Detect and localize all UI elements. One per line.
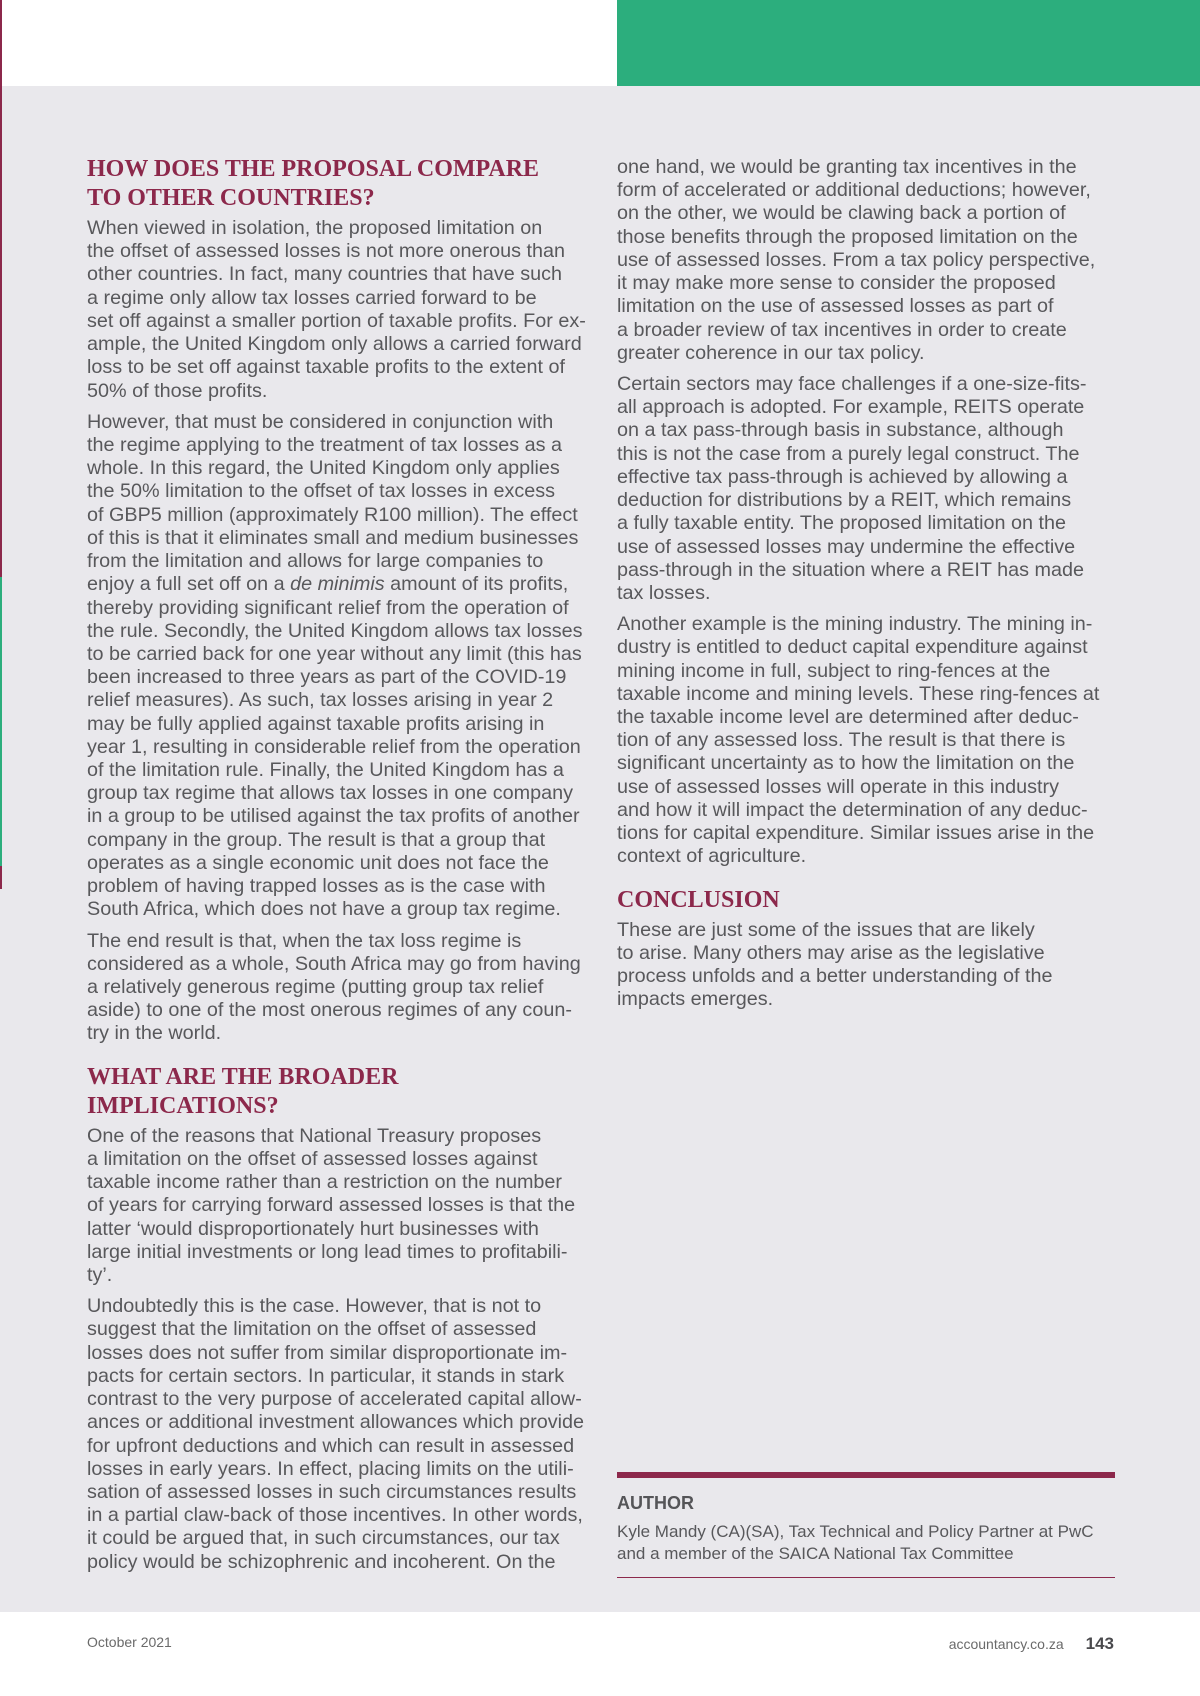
text-line: in a partial claw-back of those incentives. In other words, (87, 1504, 583, 1527)
text-line: latter ‘would disproportionately hurt businesses with (87, 1217, 539, 1240)
text-line: for upfront deductions and which can result in assessed (87, 1434, 575, 1457)
left-column (87, 155, 597, 1582)
author-label: AUTHOR (617, 1493, 694, 1513)
text-line: to be carried back for one year without any limit (this has (87, 642, 582, 665)
text-line: a broader review of tax incentives in order to create (617, 318, 1067, 341)
author-bio-line: Kyle Mandy (CA)(SA), Tax Technical and Policy Partner at PwC (617, 1522, 1094, 1541)
text-line: The end result is that, when the tax loss regime is (87, 929, 522, 952)
text-line: mining income in full, subject to ring-fences at the (617, 659, 1051, 682)
text-line: large initial investments or long lead times to profitabili- (87, 1240, 568, 1263)
section-heading (87, 155, 597, 213)
text-line: of GBP5 million (approximately R100 million). The effect (87, 503, 578, 526)
text-line: significant uncertainty as to how the limitation on the (617, 752, 1075, 775)
text-line (87, 573, 597, 596)
heading-line: CONCLUSION (617, 886, 780, 913)
left-edge-stripe-green (0, 577, 2, 866)
footer-right-group (949, 1634, 1114, 1654)
text-line: try in the world. (87, 1022, 222, 1045)
text-line: operates as a single economic unit does not face the (87, 851, 549, 874)
text-line: from the limitation and allows for large companies to (87, 550, 544, 573)
author-bio (617, 1521, 1094, 1564)
body-paragraph (87, 217, 597, 403)
section-heading (87, 1063, 597, 1121)
text-line: deduction for distributions by a REIT, which remains (617, 489, 1072, 512)
text-line: one hand, we would be granting tax incentives in the (617, 156, 1077, 178)
text-line: process unfolds and a better understanding of the (617, 965, 1053, 987)
green-header-block (617, 0, 1200, 86)
text-line: form of accelerated or additional deductions; however, (617, 179, 1091, 202)
text-line: losses does not suffer from similar disproportionate im- (87, 1341, 568, 1364)
text-line: in a group to be utilised against the tax profits of another (87, 805, 580, 828)
text-line: loss to be set off against taxable profits to the extent of (87, 356, 565, 379)
text-line: a relatively generous regime (putting group tax relief (87, 976, 544, 998)
text-line: the offset of assessed losses is not more onerous than (87, 240, 565, 263)
text-line: other countries. In fact, many countries that have such (87, 263, 563, 286)
italic-term: de minimis (290, 573, 385, 596)
section-heading (617, 886, 1127, 915)
text-line: One of the reasons that National Treasury proposes (87, 1124, 542, 1147)
text-line: sation of assessed losses in such circumstances results (87, 1480, 577, 1503)
text-line: pass-through in the situation where a REIT has made (617, 558, 1084, 581)
text-line: tax losses. (617, 581, 711, 604)
text-line: to arise. Many others may arise as the legislative (617, 941, 1045, 964)
heading-line: TO OTHER COUNTRIES? (87, 185, 375, 211)
text-line: the 50% limitation to the offset of tax losses in excess (87, 480, 556, 503)
text-line: the rule. Secondly, the United Kingdom allows tax losses (87, 619, 583, 642)
text-line: a fully taxable entity. The proposed limitation on the (617, 512, 1067, 535)
text-line: a regime only allow tax losses carried forward to be (87, 286, 537, 309)
body-paragraph (87, 411, 597, 922)
page-number: 143 (1085, 1634, 1114, 1653)
text-line: considered as a whole, South Africa may go from having (87, 952, 581, 975)
text-line: South Africa, which does not have a group tax regime. (87, 898, 561, 921)
text-line: on the other, we would be clawing back a portion of (617, 202, 1066, 225)
author-bottom-rule (617, 1577, 1115, 1578)
text-line: relief measures). As such, tax losses arising in year 2 (87, 689, 554, 712)
body-paragraph (617, 373, 1127, 605)
text-line: company in the group. The result is that a group that (87, 828, 546, 851)
body-paragraph (617, 613, 1127, 868)
text-line: tions for capital expenditure. Similar issues arise in the (617, 822, 1095, 845)
text-line: group tax regime that allows tax losses in one company (87, 782, 573, 805)
text-line: it could be argued that, in such circumstances, our tax (87, 1527, 560, 1550)
body-paragraph (87, 930, 597, 1046)
text-line: been increased to three years as part of the COVID-19 (87, 666, 567, 689)
text-line: ances or additional investment allowances which provide (87, 1411, 585, 1434)
text-line: However, that must be considered in conjunction with (87, 410, 554, 433)
text-line: use of assessed losses will operate in this industry (617, 775, 1059, 798)
text-line: ample, the United Kingdom only allows a carried forward (87, 333, 582, 356)
text-line: These are just some of the issues that are likely (617, 918, 1035, 941)
text-line: of this is that it eliminates small and medium businesses (87, 526, 579, 549)
text-line: aside) to one of the most onerous regimes of any coun- (87, 999, 572, 1022)
text-line: the taxable income level are determined after deduc- (617, 706, 1079, 729)
text-line: greater coherence in our tax policy. (617, 341, 925, 364)
body-paragraph (617, 919, 1127, 1012)
text-line: this is not the case from a purely legal construct. The (617, 442, 1080, 465)
text-line: of the limitation rule. Finally, the United Kingdom has a (87, 759, 564, 782)
author-divider-bar (617, 1472, 1115, 1478)
text-line: and how it will impact the determination of any deduc- (617, 798, 1088, 821)
text-line: Undoubtedly this is the case. However, that is not to (87, 1295, 542, 1318)
text-line: a limitation on the offset of assessed losses against (87, 1147, 538, 1170)
right-column (617, 156, 1127, 1019)
text-line: dustry is entitled to deduct capital expenditure against (617, 636, 1088, 659)
left-edge-stripe-maroon-lower (0, 866, 2, 889)
text-line: taxable income and mining levels. These ring-fences at (617, 682, 1100, 705)
body-paragraph (87, 1125, 597, 1288)
text-line: losses in early years. In effect, placing limits on the utili- (87, 1457, 574, 1480)
text-line: on a tax pass-through basis in substance, although (617, 419, 1064, 442)
text-line: the regime applying to the treatment of tax losses as a (87, 433, 563, 456)
text-line: set off against a smaller portion of taxable profits. For ex- (87, 309, 586, 332)
text-line: policy would be schizophrenic and incoherent. On the (87, 1550, 556, 1573)
text-line: those benefits through the proposed limitation on the (617, 225, 1078, 248)
text-line: ty’. (87, 1263, 113, 1286)
text-line: tion of any assessed loss. The result is that there is (617, 729, 1066, 752)
text-line: context of agriculture. (617, 845, 807, 868)
text-line: all approach is adopted. For example, REITS operate (617, 396, 1085, 419)
text-line: Another example is the mining industry. The mining in- (617, 613, 1093, 636)
text-line: year 1, resulting in considerable relief from the operation (87, 735, 581, 758)
footer-website: accountancy.co.za (948, 1636, 1064, 1652)
text-line: use of assessed losses may undermine the effective (617, 535, 1076, 558)
text-line: thereby providing significant relief from the operation of (87, 596, 569, 619)
text-line: whole. In this regard, the United Kingdom only applies (87, 457, 560, 480)
text-line: use of assessed losses. From a tax policy perspective, (617, 248, 1096, 271)
body-paragraph (87, 1295, 597, 1574)
text-line: it may make more sense to consider the proposed (617, 272, 1056, 295)
text-line: Certain sectors may face challenges if a one-size-fits- (617, 372, 1087, 395)
footer-issue-date: October 2021 (87, 1634, 172, 1650)
text-run: amount of its profits, (384, 573, 569, 596)
text-line: suggest that the limitation on the offset of assessed (87, 1318, 537, 1341)
text-line: impacts emerges. (617, 988, 774, 1011)
text-line: When viewed in isolation, the proposed limitation on (87, 217, 543, 239)
text-line: limitation on the use of assessed losses as part of (617, 295, 1054, 318)
body-paragraph (617, 156, 1127, 365)
text-line: 50% of those profits. (87, 379, 268, 402)
author-bio-line: and a member of the SAICA National Tax Committee (617, 1543, 1014, 1563)
text-line: of years for carrying forward assessed losses is that the (87, 1194, 576, 1217)
text-line: pacts for certain sectors. In particular, it stands in stark (87, 1364, 565, 1387)
text-line: problem of having trapped losses as is the case with (87, 875, 546, 898)
left-edge-stripe-maroon (0, 0, 2, 577)
text-line: effective tax pass-through is achieved by allowing a (617, 465, 1068, 488)
text-line: contrast to the very purpose of accelerated capital allow- (87, 1388, 582, 1411)
heading-line: HOW DOES THE PROPOSAL COMPARE (87, 156, 540, 182)
text-line: taxable income rather than a restriction on the number (87, 1171, 563, 1194)
text-run: enjoy a full set off on a (87, 573, 291, 596)
heading-line: IMPLICATIONS? (87, 1092, 279, 1119)
text-line: may be fully applied against taxable profits arising in (87, 712, 545, 735)
heading-line: WHAT ARE THE BROADER (87, 1063, 399, 1090)
